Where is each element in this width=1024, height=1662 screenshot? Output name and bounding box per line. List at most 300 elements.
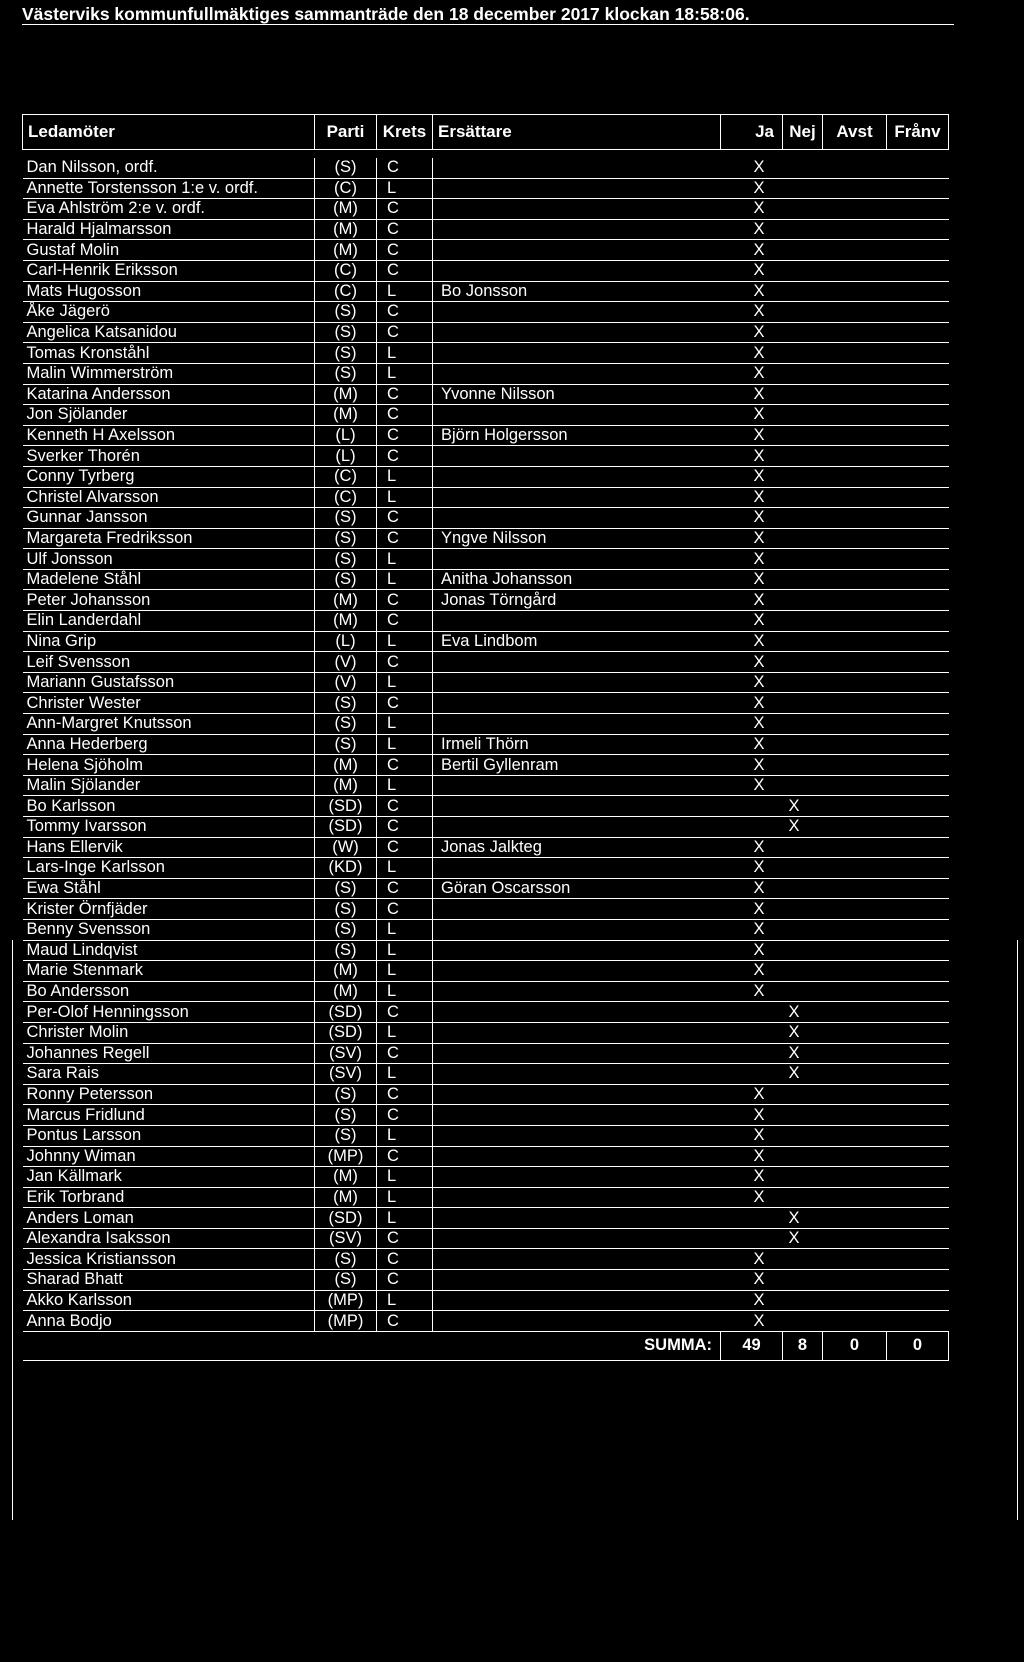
vote-yes: X [721, 1311, 783, 1332]
member-name: Leif Svensson [23, 652, 315, 673]
vote-absent [887, 219, 949, 240]
vote-yes: X [721, 652, 783, 673]
vote-no [783, 878, 823, 899]
vote-table [22, 114, 949, 1361]
vote-yes: X [721, 425, 783, 446]
table-row [23, 1064, 949, 1085]
vote-abstain [823, 528, 887, 549]
vote-no [783, 508, 823, 529]
vote-absent [887, 466, 949, 487]
member-name: Marcus Fridlund [23, 1105, 315, 1126]
vote-yes: X [721, 1270, 783, 1291]
member-substitute [433, 240, 721, 261]
member-name: Gunnar Jansson [23, 508, 315, 529]
vote-absent [887, 363, 949, 384]
member-district: L [377, 487, 433, 508]
member-party: (L) [315, 446, 377, 467]
vote-no [783, 363, 823, 384]
member-substitute: Göran Oscarsson [433, 878, 721, 899]
vote-no [783, 1125, 823, 1146]
vote-abstain [823, 590, 887, 611]
vote-absent [887, 734, 949, 755]
vote-abstain [823, 1105, 887, 1126]
vote-no [783, 590, 823, 611]
member-name: Krister Örnfjäder [23, 899, 315, 920]
member-district: C [377, 837, 433, 858]
member-substitute [433, 508, 721, 529]
table-row [23, 878, 949, 899]
member-party: (M) [315, 961, 377, 982]
table-row [23, 405, 949, 426]
member-party: (S) [315, 1270, 377, 1291]
member-party: (S) [315, 343, 377, 364]
member-substitute [433, 178, 721, 199]
member-name: Johannes Regell [23, 1043, 315, 1064]
vote-yes: X [721, 672, 783, 693]
vote-no [783, 837, 823, 858]
vote-absent [887, 528, 949, 549]
vote-absent [887, 961, 949, 982]
member-district: L [377, 858, 433, 879]
vote-absent [887, 508, 949, 529]
vote-absent [887, 1043, 949, 1064]
member-name: Ann-Margret Knutsson [23, 714, 315, 735]
vote-yes [721, 1064, 783, 1085]
member-party: (W) [315, 837, 377, 858]
vote-absent [887, 569, 949, 590]
member-party: (KD) [315, 858, 377, 879]
table-row [23, 343, 949, 364]
vote-absent [887, 775, 949, 796]
vote-no [783, 1084, 823, 1105]
vote-yes: X [721, 199, 783, 220]
member-party: (S) [315, 158, 377, 178]
table-row [23, 466, 949, 487]
member-district: C [377, 219, 433, 240]
vote-no: X [783, 1022, 823, 1043]
vote-yes: X [721, 363, 783, 384]
vote-abstain [823, 343, 887, 364]
vote-no [783, 961, 823, 982]
vote-yes [721, 817, 783, 838]
member-party: (MP) [315, 1311, 377, 1332]
vote-no [783, 405, 823, 426]
member-district: C [377, 899, 433, 920]
vote-abstain [823, 487, 887, 508]
vote-absent [887, 199, 949, 220]
member-substitute [433, 363, 721, 384]
member-name: Pontus Larsson [23, 1125, 315, 1146]
member-name: Nina Grip [23, 631, 315, 652]
vote-absent [887, 405, 949, 426]
table-row [23, 1125, 949, 1146]
table-header-row [23, 115, 949, 150]
vote-abstain [823, 1043, 887, 1064]
member-name: Åke Jägerö [23, 302, 315, 323]
member-district: C [377, 1105, 433, 1126]
summary-no: 8 [783, 1331, 823, 1360]
vote-no [783, 178, 823, 199]
member-district: C [377, 1084, 433, 1105]
member-name: Eva Ahlström 2:e v. ordf. [23, 199, 315, 220]
member-district: C [377, 240, 433, 261]
member-name: Christel Alvarsson [23, 487, 315, 508]
vote-absent [887, 1146, 949, 1167]
vote-yes: X [721, 734, 783, 755]
vote-yes: X [721, 219, 783, 240]
table-row [23, 1290, 949, 1311]
member-name: Anna Hederberg [23, 734, 315, 755]
member-district: L [377, 961, 433, 982]
table-row [23, 1270, 949, 1291]
summary-label: SUMMA: [23, 1331, 721, 1360]
member-name: Erik Torbrand [23, 1187, 315, 1208]
vote-absent [887, 1270, 949, 1291]
member-district: C [377, 446, 433, 467]
vote-abstain [823, 652, 887, 673]
vote-yes: X [721, 940, 783, 961]
vote-abstain [823, 569, 887, 590]
vote-abstain [823, 219, 887, 240]
member-party: (S) [315, 940, 377, 961]
vote-yes: X [721, 1167, 783, 1188]
vote-absent [887, 1249, 949, 1270]
member-substitute [433, 961, 721, 982]
vote-yes: X [721, 858, 783, 879]
member-substitute [433, 343, 721, 364]
member-name: Benny Svensson [23, 919, 315, 940]
member-district: C [377, 405, 433, 426]
member-name: Jon Sjölander [23, 405, 315, 426]
right-margin-line [1017, 940, 1018, 1520]
vote-no: X [783, 1064, 823, 1085]
vote-absent [887, 693, 949, 714]
vote-yes: X [721, 343, 783, 364]
vote-no [783, 755, 823, 776]
member-district: C [377, 508, 433, 529]
vote-absent [887, 1002, 949, 1023]
vote-yes [721, 1208, 783, 1229]
member-district: C [377, 199, 433, 220]
member-district: C [377, 1228, 433, 1249]
vote-absent [887, 343, 949, 364]
vote-yes: X [721, 693, 783, 714]
table-row [23, 384, 949, 405]
vote-no [783, 1249, 823, 1270]
vote-no [783, 569, 823, 590]
vote-absent [887, 817, 949, 838]
member-substitute [433, 1084, 721, 1105]
member-party: (S) [315, 878, 377, 899]
member-district: L [377, 178, 433, 199]
table-row [23, 590, 949, 611]
member-substitute [433, 1043, 721, 1064]
vote-yes: X [721, 899, 783, 920]
vote-yes: X [721, 466, 783, 487]
member-substitute [433, 446, 721, 467]
member-district: C [377, 878, 433, 899]
table-row [23, 611, 949, 632]
member-party: (S) [315, 1084, 377, 1105]
member-party: (S) [315, 734, 377, 755]
member-party: (S) [315, 899, 377, 920]
vote-no [783, 343, 823, 364]
table-row [23, 940, 949, 961]
member-substitute: Irmeli Thörn [433, 734, 721, 755]
member-party: (S) [315, 1105, 377, 1126]
member-district: C [377, 693, 433, 714]
member-party: (S) [315, 693, 377, 714]
member-party: (C) [315, 466, 377, 487]
member-district: L [377, 549, 433, 570]
vote-absent [887, 260, 949, 281]
vote-yes: X [721, 961, 783, 982]
table-row [23, 796, 949, 817]
member-party: (S) [315, 549, 377, 570]
table-row [23, 631, 949, 652]
vote-absent [887, 1187, 949, 1208]
member-substitute [433, 1290, 721, 1311]
vote-absent [887, 878, 949, 899]
member-substitute [433, 1228, 721, 1249]
vote-abstain [823, 693, 887, 714]
member-name: Johnny Wiman [23, 1146, 315, 1167]
member-party: (S) [315, 1249, 377, 1270]
member-party: (SV) [315, 1228, 377, 1249]
table-row [23, 322, 949, 343]
member-district: C [377, 590, 433, 611]
vote-yes: X [721, 405, 783, 426]
member-substitute [433, 158, 721, 178]
member-name: Bo Karlsson [23, 796, 315, 817]
table-row [23, 1249, 949, 1270]
member-district: C [377, 322, 433, 343]
vote-no [783, 1146, 823, 1167]
vote-yes: X [721, 302, 783, 323]
member-name: Ewa Ståhl [23, 878, 315, 899]
member-name: Madelene Ståhl [23, 569, 315, 590]
member-party: (V) [315, 672, 377, 693]
vote-abstain [823, 940, 887, 961]
member-substitute [433, 693, 721, 714]
vote-abstain [823, 199, 887, 220]
vote-no: X [783, 817, 823, 838]
vote-abstain [823, 1167, 887, 1188]
vote-abstain [823, 1084, 887, 1105]
member-substitute [433, 1167, 721, 1188]
member-substitute [433, 1022, 721, 1043]
table-row [23, 1022, 949, 1043]
member-party: (S) [315, 714, 377, 735]
vote-absent [887, 384, 949, 405]
member-substitute [433, 1311, 721, 1332]
summary-row [23, 1331, 949, 1360]
vote-abstain [823, 837, 887, 858]
vote-absent [887, 919, 949, 940]
table-row [23, 1043, 949, 1064]
vote-yes [721, 1022, 783, 1043]
member-district: L [377, 940, 433, 961]
vote-absent [887, 178, 949, 199]
vote-yes: X [721, 1125, 783, 1146]
member-substitute: Yvonne Nilsson [433, 384, 721, 405]
vote-absent [887, 796, 949, 817]
vote-absent [887, 158, 949, 178]
member-substitute [433, 611, 721, 632]
vote-no [783, 940, 823, 961]
vote-absent [887, 1125, 949, 1146]
table-row [23, 549, 949, 570]
member-name: Hans Ellervik [23, 837, 315, 858]
vote-absent [887, 1022, 949, 1043]
member-district: L [377, 466, 433, 487]
vote-abstain [823, 281, 887, 302]
vote-abstain [823, 878, 887, 899]
vote-yes [721, 796, 783, 817]
table-row [23, 178, 949, 199]
member-party: (C) [315, 260, 377, 281]
vote-no [783, 1167, 823, 1188]
member-party: (C) [315, 281, 377, 302]
member-name: Katarina Andersson [23, 384, 315, 405]
vote-no [783, 302, 823, 323]
vote-abstain [823, 425, 887, 446]
vote-no [783, 384, 823, 405]
vote-yes [721, 1043, 783, 1064]
member-substitute [433, 322, 721, 343]
vote-abstain [823, 1187, 887, 1208]
member-name: Lars-Inge Karlsson [23, 858, 315, 879]
member-party: (S) [315, 322, 377, 343]
vote-no [783, 1187, 823, 1208]
table-row [23, 1187, 949, 1208]
vote-no [783, 219, 823, 240]
vote-abstain [823, 1022, 887, 1043]
vote-absent [887, 425, 949, 446]
table-row [23, 1105, 949, 1126]
member-party: (M) [315, 590, 377, 611]
vote-no [783, 1105, 823, 1126]
vote-abstain [823, 1125, 887, 1146]
table-row [23, 837, 949, 858]
vote-yes: X [721, 714, 783, 735]
member-party: (L) [315, 425, 377, 446]
member-name: Anna Bodjo [23, 1311, 315, 1332]
member-name: Carl-Henrik Eriksson [23, 260, 315, 281]
vote-yes: X [721, 260, 783, 281]
vote-no [783, 1311, 823, 1332]
table-row [23, 302, 949, 323]
member-name: Annette Torstensson 1:e v. ordf. [23, 178, 315, 199]
member-party: (SV) [315, 1043, 377, 1064]
vote-yes: X [721, 775, 783, 796]
member-substitute [433, 652, 721, 673]
vote-abstain [823, 961, 887, 982]
table-row [23, 672, 949, 693]
table-row [23, 1084, 949, 1105]
member-party: (M) [315, 775, 377, 796]
vote-no [783, 199, 823, 220]
vote-no [783, 611, 823, 632]
vote-absent [887, 755, 949, 776]
table-row [23, 1208, 949, 1229]
vote-yes: X [721, 240, 783, 261]
member-party: (S) [315, 508, 377, 529]
vote-no [783, 714, 823, 735]
table-row [23, 652, 949, 673]
member-party: (SD) [315, 1022, 377, 1043]
table-row [23, 755, 949, 776]
member-district: L [377, 631, 433, 652]
member-substitute [433, 1208, 721, 1229]
table-row [23, 1228, 949, 1249]
table-row [23, 446, 949, 467]
member-name: Ulf Jonsson [23, 549, 315, 570]
member-district: L [377, 734, 433, 755]
vote-abstain [823, 1002, 887, 1023]
member-name: Harald Hjalmarsson [23, 219, 315, 240]
vote-absent [887, 302, 949, 323]
vote-abstain [823, 446, 887, 467]
table-row [23, 425, 949, 446]
member-district: L [377, 919, 433, 940]
vote-yes [721, 1002, 783, 1023]
vote-abstain [823, 858, 887, 879]
vote-yes: X [721, 549, 783, 570]
vote-abstain [823, 260, 887, 281]
member-name: Alexandra Isaksson [23, 1228, 315, 1249]
member-substitute [433, 1270, 721, 1291]
member-district: C [377, 260, 433, 281]
member-name: Per-Olof Henningsson [23, 1002, 315, 1023]
vote-no [783, 899, 823, 920]
member-district: L [377, 775, 433, 796]
member-district: C [377, 1249, 433, 1270]
member-name: Malin Wimmerström [23, 363, 315, 384]
table-row [23, 919, 949, 940]
member-district: C [377, 796, 433, 817]
vote-no [783, 425, 823, 446]
vote-abstain [823, 775, 887, 796]
member-rows [23, 158, 949, 1331]
member-substitute [433, 981, 721, 1002]
vote-no: X [783, 1228, 823, 1249]
vote-yes: X [721, 178, 783, 199]
table-row [23, 363, 949, 384]
vote-no [783, 1270, 823, 1291]
member-party: (V) [315, 652, 377, 673]
member-substitute [433, 260, 721, 281]
vote-yes: X [721, 590, 783, 611]
vote-no: X [783, 1208, 823, 1229]
member-party: (M) [315, 981, 377, 1002]
vote-no [783, 652, 823, 673]
vote-no [783, 322, 823, 343]
member-district: C [377, 1270, 433, 1291]
vote-absent [887, 611, 949, 632]
vote-abstain [823, 508, 887, 529]
member-district: L [377, 1064, 433, 1085]
member-district: L [377, 343, 433, 364]
vote-absent [887, 1228, 949, 1249]
member-name: Dan Nilsson, ordf. [23, 158, 315, 178]
vote-yes: X [721, 384, 783, 405]
member-substitute [433, 919, 721, 940]
header-absent: Frånv [887, 115, 949, 150]
member-substitute [433, 1187, 721, 1208]
vote-yes: X [721, 1249, 783, 1270]
vote-abstain [823, 631, 887, 652]
